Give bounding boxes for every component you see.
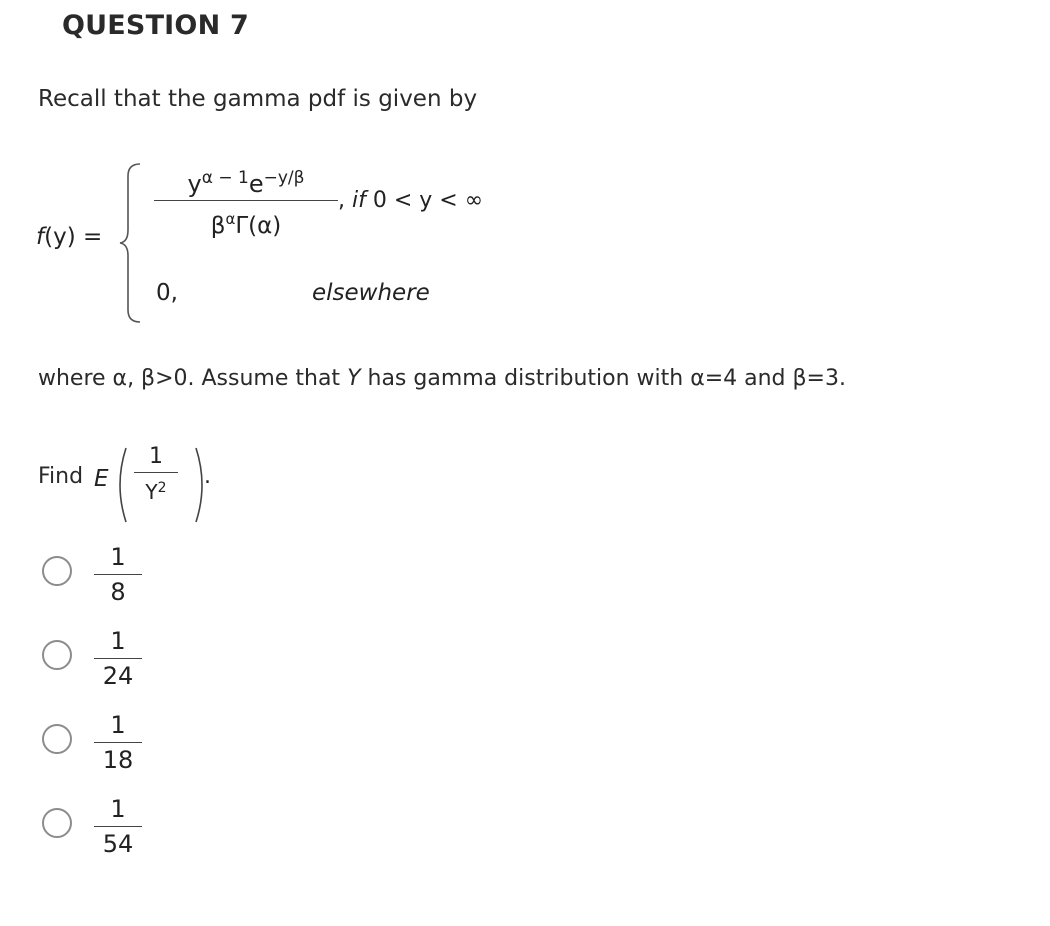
where-var: Y bbox=[347, 366, 361, 391]
find-period: . bbox=[204, 464, 211, 489]
find-expression bbox=[38, 440, 338, 530]
case1-fraction bbox=[154, 158, 338, 237]
find-den-exp: 2 bbox=[157, 480, 167, 496]
den-beta: β bbox=[210, 213, 226, 239]
find-label: Find bbox=[38, 464, 84, 489]
option-1-denominator: 8 bbox=[110, 578, 126, 606]
question-title: QUESTION 7 bbox=[62, 10, 249, 41]
option-1-numerator: 1 bbox=[110, 543, 126, 571]
case1-condition bbox=[338, 188, 483, 213]
find-denominator bbox=[134, 473, 178, 503]
pdf-func-arg: (y) bbox=[44, 224, 76, 250]
gamma-pdf-formula bbox=[36, 158, 596, 328]
where-part1: where α, β>0. Assume that bbox=[38, 366, 348, 391]
case2-condition: elsewhere bbox=[312, 280, 430, 306]
where-part2: has gamma distribution with α=4 and β=3. bbox=[360, 366, 846, 391]
radio-button-option-1[interactable] bbox=[42, 556, 72, 586]
pdf-equals: = bbox=[75, 224, 103, 250]
case2-value: 0, bbox=[156, 280, 178, 306]
num-exp2: −y/β bbox=[263, 168, 305, 188]
num-y: y bbox=[187, 170, 202, 198]
find-den-base: Y bbox=[145, 480, 158, 504]
option-3-numerator: 1 bbox=[110, 711, 126, 739]
option-2-fraction bbox=[94, 624, 142, 693]
option-4-numerator: 1 bbox=[110, 795, 126, 823]
option-3-fraction bbox=[94, 708, 142, 777]
answer-option-2[interactable] bbox=[40, 622, 340, 706]
answer-option-4[interactable] bbox=[40, 790, 340, 874]
case1-denominator bbox=[154, 201, 338, 237]
answer-option-1[interactable] bbox=[40, 538, 340, 622]
where-text bbox=[38, 366, 846, 391]
option-1-fraction bbox=[94, 540, 142, 609]
case1-numerator bbox=[154, 158, 338, 198]
option-4-fraction bbox=[94, 792, 142, 861]
num-exp1: α − 1 bbox=[201, 168, 249, 188]
radio-button-option-3[interactable] bbox=[42, 724, 72, 754]
den-gamma: Γ(α) bbox=[235, 213, 282, 239]
expectation-symbol: E bbox=[94, 466, 109, 492]
cond-if: if bbox=[352, 188, 366, 213]
option-2-numerator: 1 bbox=[110, 627, 126, 655]
find-fraction bbox=[134, 442, 178, 503]
pdf-func-name: f bbox=[36, 224, 45, 250]
piecewise-brace bbox=[118, 162, 146, 324]
option-2-denominator: 24 bbox=[102, 662, 134, 690]
cond-comma: , bbox=[338, 188, 352, 213]
intro-text: Recall that the gamma pdf is given by bbox=[38, 86, 478, 112]
radio-button-option-2[interactable] bbox=[42, 640, 72, 670]
option-4-denominator: 54 bbox=[102, 830, 134, 858]
radio-button-option-4[interactable] bbox=[42, 808, 72, 838]
num-e: e bbox=[248, 170, 264, 198]
find-numerator: 1 bbox=[149, 444, 163, 469]
pdf-lhs bbox=[36, 224, 102, 250]
answer-options bbox=[40, 538, 340, 874]
option-3-denominator: 18 bbox=[102, 746, 134, 774]
cond-range: 0 < y < ∞ bbox=[365, 188, 484, 213]
answer-option-3[interactable] bbox=[40, 706, 340, 790]
den-exp: α bbox=[225, 210, 236, 228]
